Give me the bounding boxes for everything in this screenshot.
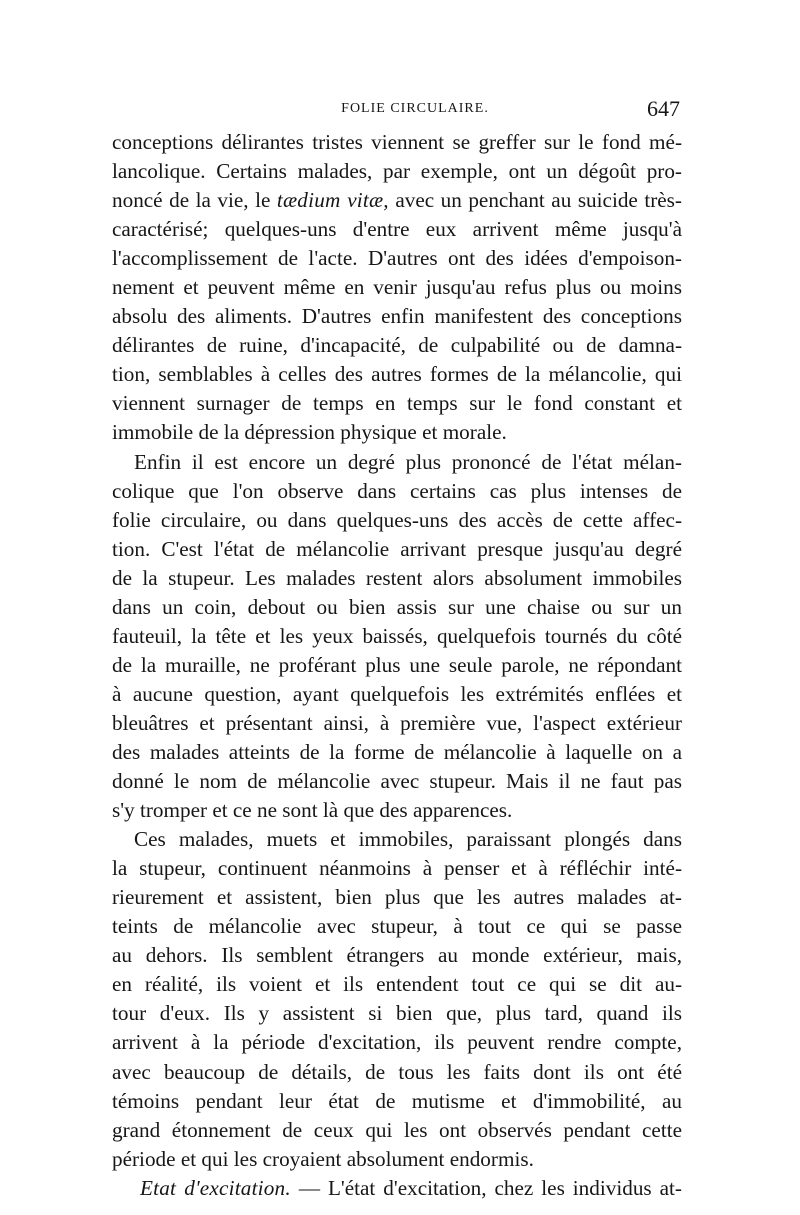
text-line: tion. C'est l'état de mélancolie arrivant presque jusqu'au degré <box>112 536 682 561</box>
text-line: colique que l'on observe dans certains cas plus intenses de <box>112 478 682 503</box>
body-text <box>112 128 682 1203</box>
text-segment: — L'état d'excitation, chez les individus at- <box>290 1175 682 1200</box>
text-line: l'accomplissement de l'acte. D'autres ont des idées d'empoison- <box>112 246 682 271</box>
text-line: de la stupeur. Les malades restent alors absolument immobiles <box>112 565 682 590</box>
text-line: à aucune question, ayant quelquefois les extrémités enflées et <box>112 681 682 706</box>
text-line: rieurement et assistent, bien plus que les autres malades at- <box>112 885 682 910</box>
section-heading-line <box>112 1174 682 1203</box>
text-line: donné le nom de mélancolie avec stupeur. Mais il ne faut pas <box>112 769 682 794</box>
text-line: Enfin il est encore un degré plus prononcé de l'état mélan- <box>134 449 682 474</box>
text-line: des malades atteints de la forme de mélancolie à laquelle on a <box>112 739 682 764</box>
text-line: au dehors. Ils semblent étrangers au monde extérieur, mais, <box>112 943 682 968</box>
text-line: tour d'eux. Ils y assistent si bien que, plus tard, quand ils <box>112 1001 682 1026</box>
running-title: FOLIE CIRCULAIRE. <box>341 101 489 116</box>
text-line: bleuâtres et présentant ainsi, à première vue, l'aspect extérieur <box>112 710 682 735</box>
page-number: 647 <box>647 96 680 121</box>
text-line: grand étonnement de ceux qui les ont observés pendant cette <box>112 1117 682 1142</box>
text-line: la stupeur, continuent néanmoins à penser et à réfléchir inté- <box>112 856 682 881</box>
text-segment: avec un penchant au suicide très- <box>388 188 682 213</box>
text-line: s'y tromper et ce ne sont là que des apparences. <box>112 798 513 823</box>
text-line: délirantes de ruine, d'incapacité, de culpabilité ou de damna- <box>112 333 682 358</box>
text-line: arrivent à la période d'excitation, ils peuvent rendre compte, <box>112 1030 682 1055</box>
text-line: fauteuil, la tête et les yeux baissés, quelquefois tournés du côté <box>112 623 682 648</box>
text-line: caractérisé; quelques-uns d'entre eux arrivent même jusqu'à <box>112 217 682 242</box>
text-line <box>112 186 682 215</box>
text-line: teints de mélancolie avec stupeur, à tout ce qui se passe <box>112 914 682 939</box>
text-segment: noncé de la vie, le <box>112 188 277 213</box>
text-line: Ces malades, muets et immobiles, paraissant plongés dans <box>134 827 682 852</box>
text-line: en réalité, ils voient et ils entendent tout ce qui se dit au- <box>112 972 682 997</box>
text-line: tion, semblables à celles des autres formes de la mélancolie, qui <box>112 362 682 387</box>
text-line: immobile de la dépression physique et morale. <box>112 420 507 445</box>
text-line: viennent surnager de temps en temps sur le fond constant et <box>112 391 682 416</box>
text-line: de la muraille, ne proférant plus une seule parole, ne répondant <box>112 652 682 677</box>
text-line: période et qui les croyaient absolument endormis. <box>112 1146 534 1171</box>
section-heading: Etat d'excitation. <box>140 1175 291 1200</box>
text-line: lancolique. Certains malades, par exemple, ont un dégoût pro- <box>112 159 682 184</box>
text-line: conceptions délirantes tristes viennent se greffer sur le fond mé- <box>112 130 682 154</box>
text-line: dans un coin, debout ou bien assis sur une chaise ou sur un <box>112 594 682 619</box>
text-line: témoins pendant leur état de mutisme et d'immobilité, au <box>112 1088 682 1113</box>
text-line: folie circulaire, ou dans quelques-uns des accès de cette affec- <box>112 507 682 532</box>
text-line: nement et peuvent même en venir jusqu'au refus plus ou moins <box>112 275 682 300</box>
running-head <box>112 96 684 129</box>
latin-phrase: tædium vitæ, <box>276 188 389 213</box>
text-line: avec beaucoup de détails, de tous les faits dont ils ont été <box>112 1059 682 1084</box>
text-line: absolu des aliments. D'autres enfin manifestent des conceptions <box>112 304 682 329</box>
